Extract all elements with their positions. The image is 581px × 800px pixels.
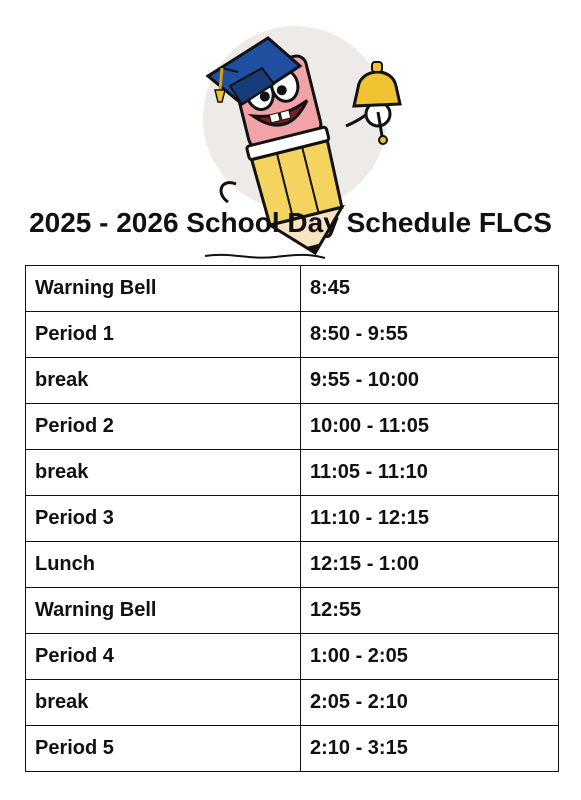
table-row (26, 726, 559, 772)
table-row (26, 358, 559, 404)
period-time-cell: 8:50 - 9:55 (301, 312, 559, 358)
period-name-cell: break (26, 680, 301, 726)
period-name-cell: break (26, 358, 301, 404)
table-row (26, 496, 559, 542)
period-time-cell: 11:05 - 11:10 (301, 450, 559, 496)
period-name-cell: Period 2 (26, 404, 301, 450)
table-row (26, 542, 559, 588)
period-time-cell: 10:00 - 11:05 (301, 404, 559, 450)
period-time-cell: 8:45 (301, 266, 559, 312)
period-name-cell: Period 4 (26, 634, 301, 680)
table-row (26, 450, 559, 496)
period-time-cell: 2:05 - 2:10 (301, 680, 559, 726)
table-row (26, 634, 559, 680)
table-row (26, 266, 559, 312)
period-name-cell: Warning Bell (26, 266, 301, 312)
period-time-cell: 9:55 - 10:00 (301, 358, 559, 404)
period-name-cell: Period 5 (26, 726, 301, 772)
period-name-cell: Warning Bell (26, 588, 301, 634)
table-row (26, 312, 559, 358)
table-row (26, 404, 559, 450)
period-time-cell: 12:15 - 1:00 (301, 542, 559, 588)
table-row (26, 680, 559, 726)
schedule-table (25, 265, 559, 772)
period-time-cell: 2:10 - 3:15 (301, 726, 559, 772)
period-name-cell: Period 1 (26, 312, 301, 358)
period-time-cell: 11:10 - 12:15 (301, 496, 559, 542)
table-row (26, 588, 559, 634)
period-name-cell: break (26, 450, 301, 496)
period-name-cell: Period 3 (26, 496, 301, 542)
schedule-body (26, 266, 559, 772)
page-title: 2025 - 2026 School Day Schedule FLCS (29, 207, 552, 238)
period-time-cell: 1:00 - 2:05 (301, 634, 559, 680)
period-name-cell: Lunch (26, 542, 301, 588)
period-time-cell: 12:55 (301, 588, 559, 634)
